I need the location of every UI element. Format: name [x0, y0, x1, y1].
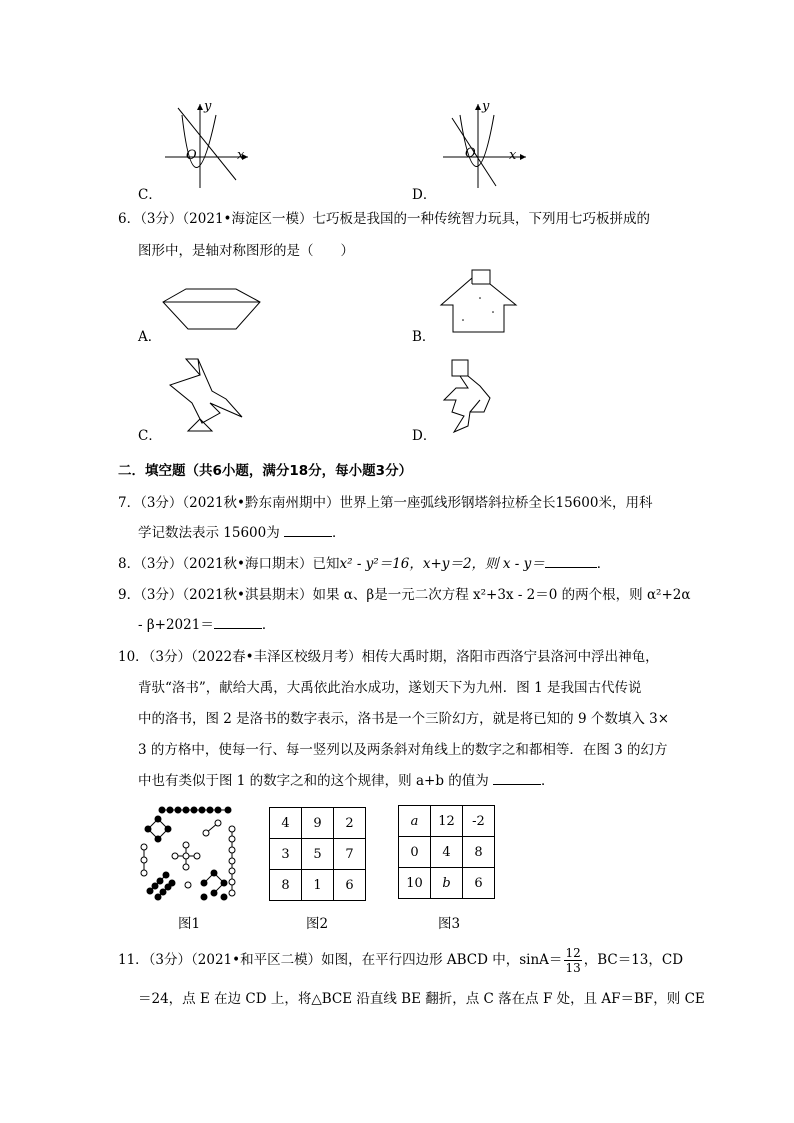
grid-cell: 8 [270, 870, 302, 901]
question-11-suffix: ，BC＝13，CD [583, 952, 684, 968]
magic-square-2 [269, 807, 366, 901]
question-10-suffix: ． [541, 773, 555, 789]
option-a-label: A． [138, 329, 162, 345]
tangram-option-b [438, 268, 523, 336]
grid-cell: 6 [334, 870, 366, 901]
option-d-label: D． [412, 428, 437, 444]
question-10-line-1: 10．（3分）（2022春•丰泽区校级月考）相传大禹时期，洛阳市西洛宁县洛河中浮出神龟， [118, 649, 659, 665]
question-10-line-3: 中的洛书，图 2 是洛书的数字表示，洛书是一个三阶幻方，就是将已知的 9 个数填入 3× [138, 711, 670, 727]
figure-3-caption: 图3 [438, 916, 461, 932]
grid-cell: 12 [431, 806, 463, 837]
answer-blank[interactable] [284, 524, 332, 537]
fraction-numerator: 12 [565, 946, 581, 960]
question-7-suffix: ． [332, 525, 346, 541]
axis-x-label: x [237, 148, 245, 163]
grid-cell: 1 [302, 870, 334, 901]
question-10-text: 中也有类似于图 1 的数字之和的这个规律，则 a+b 的值为 [138, 773, 494, 789]
question-9-line-2 [138, 613, 275, 633]
option-d-graph-label: D． [412, 187, 437, 203]
question-10-line-4: 3 的方格中，使每一行、每一竖列以及两条斜对角线上的数字之和都相等．在图 3 的幻方 [138, 742, 668, 758]
question-11-text: 11．（3分）（2021•和平区二模）如图，在平行四边形 ABCD 中，sinA＝ [118, 952, 563, 968]
question-8 [118, 552, 610, 572]
grid-cell: 6 [463, 868, 495, 899]
figure-1-caption: 图1 [178, 916, 201, 932]
fraction-denominator: 13 [565, 961, 581, 975]
grid-cell: 0 [399, 837, 431, 868]
option-c-label: C． [138, 428, 162, 444]
grid-cell: 3 [270, 839, 302, 870]
grid-cell: b [431, 868, 463, 899]
tangram-option-d [440, 356, 495, 436]
question-8-suffix: ． [596, 556, 611, 572]
question-9-line-1: 9．（3分）（2021秋•淇县期末）如果 α、β是一元二次方程 x²+3x - 2＝0 的两个根，则 α²+2α [118, 587, 691, 603]
grid-cell: 4 [270, 808, 302, 839]
question-7-line-1: 7．（3分）（2021秋•黔东南州期中）世界上第一座弧线形钢塔斜拉桥全长15600米，用科 [118, 495, 653, 511]
luoshu-figure [136, 805, 246, 905]
grid-cell: 9 [302, 808, 334, 839]
answer-blank[interactable] [493, 772, 541, 785]
question-11-line-1 [118, 946, 683, 975]
question-8-math: x² - y²＝16，x+y＝2，则 x - y＝ [339, 556, 545, 572]
origin-label: O [465, 146, 476, 161]
figure-2-caption: 图2 [306, 916, 329, 932]
tangram-option-c [162, 355, 247, 437]
fraction [564, 946, 581, 975]
tangram-option-a [160, 285, 265, 335]
grid-cell: 5 [302, 839, 334, 870]
option-b-label: B． [412, 329, 436, 345]
grid-cell: -2 [463, 806, 495, 837]
section-title: 二．填空题（共6小题，满分18分，每小题3分） [118, 463, 413, 479]
question-11-line-2: ＝24，点 E 在边 CD 上，将△BCE 沿直线 BE 翻折，点 C 落在点 F 处，且 AF＝BF，则 CE [138, 991, 705, 1007]
grid-cell: 4 [431, 837, 463, 868]
answer-blank[interactable] [214, 616, 262, 629]
grid-cell: 7 [334, 839, 366, 870]
option-c-graph-label: C． [138, 187, 162, 203]
magic-square-3 [398, 805, 495, 899]
question-7-text: 学记数法表示 15600为 [138, 525, 285, 541]
answer-blank[interactable] [545, 555, 597, 568]
question-7-line-2 [138, 521, 346, 541]
axis-y-label: y [204, 99, 212, 114]
axis-x-label: x [509, 148, 517, 163]
question-8-prefix: 8．（3分）（2021秋•海口期末）已知 [118, 556, 340, 572]
question-9-text: - β+2021＝ [138, 617, 214, 633]
origin-label: O [186, 148, 197, 163]
grid-cell: 8 [463, 837, 495, 868]
axis-y-label: y [482, 99, 490, 114]
question-9-suffix: ． [261, 617, 276, 633]
question-6-line-1: 6．（3分）（2021•海淀区一模）七巧板是我国的一种传统智力玩具，下列用七巧板拼成的 [118, 211, 650, 227]
grid-cell: 10 [399, 868, 431, 899]
question-10-line-2: 背驮“洛书”，献给大禹，大禹依此治水成功，遂划天下为九州．图 1 是我国古代传说 [138, 680, 642, 696]
grid-cell: 2 [334, 808, 366, 839]
question-6-line-2: 图形中，是轴对称图形的是（ ） [138, 243, 354, 259]
grid-cell: a [399, 806, 431, 837]
question-10-line-5 [138, 769, 555, 789]
